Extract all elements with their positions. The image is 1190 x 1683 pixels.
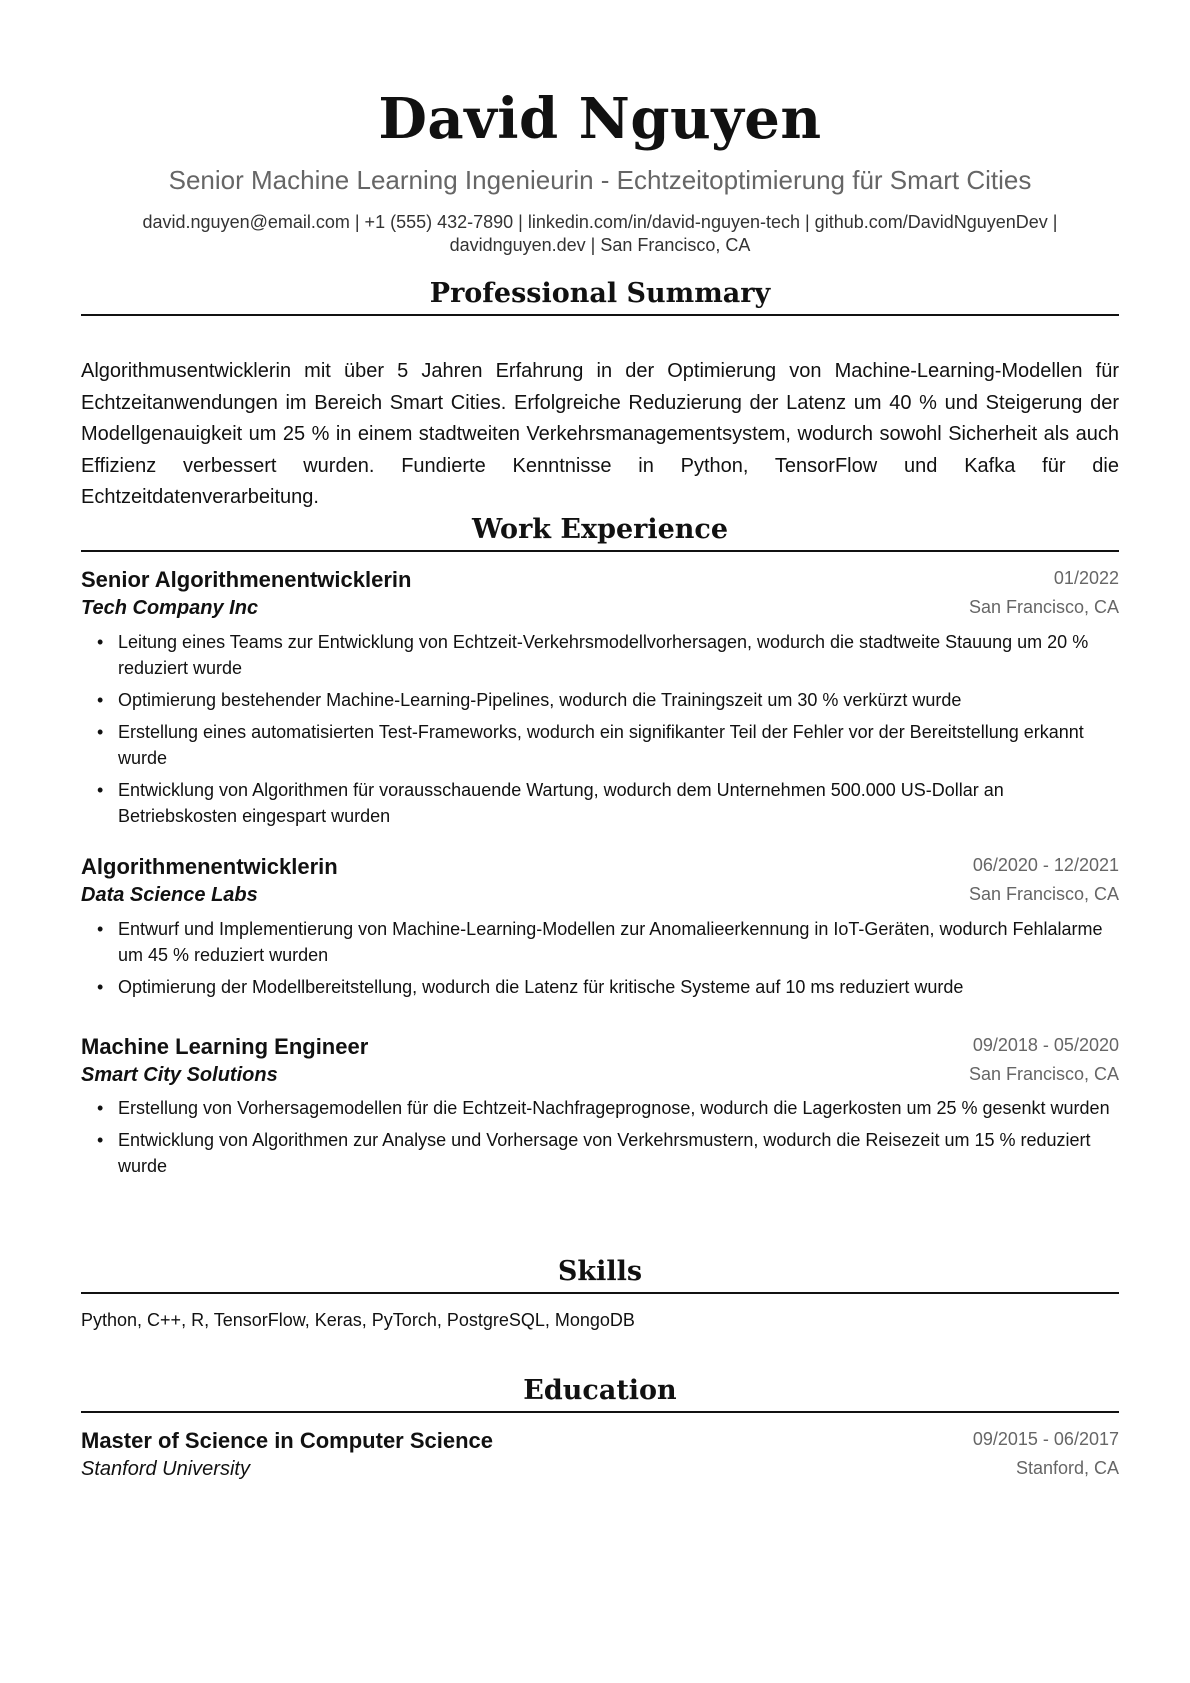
list-item: • Entwicklung von Algorithmen zur Analyse und Vorhersage von Verkehrsmustern, wodurch die Reisezeit um 15 % reduziert wurde	[81, 1127, 1119, 1179]
contact-info	[81, 211, 1119, 257]
section-divider	[81, 550, 1119, 552]
education-school: Stanford University	[81, 1458, 250, 1480]
job-location: San Francisco, CA	[968, 1064, 1119, 1084]
contact-line-2: davidnguyen.dev | San Francisco, CA	[449, 235, 751, 255]
job-date: 01/2022	[1053, 568, 1119, 588]
bullet-icon: •	[97, 780, 104, 800]
bullet-icon: •	[97, 1098, 104, 1118]
skills-list: Python, C++, R, TensorFlow, Keras, PyTorch, PostgreSQL, MongoDB	[81, 1310, 635, 1330]
education-date: 09/2015 - 06/2017	[972, 1429, 1119, 1449]
list-item: • Entwicklung von Algorithmen für vorausschauende Wartung, wodurch dem Unternehmen 500.000 US-Dollar an Betriebskosten eingespart wurden	[81, 777, 1119, 829]
section-heading-experience: Work Experience	[471, 514, 729, 545]
job-bullets	[81, 1095, 1119, 1185]
job-date: 09/2018 - 05/2020	[972, 1035, 1119, 1055]
job-location: San Francisco, CA	[968, 884, 1119, 904]
job-bullets	[81, 916, 1119, 1006]
candidate-name: David Nguyen	[378, 86, 822, 152]
job-date: 06/2020 - 12/2021	[972, 855, 1119, 875]
job-company: Data Science Labs	[81, 884, 258, 906]
education-degree: Master of Science in Computer Science	[81, 1428, 494, 1453]
section-divider	[81, 1292, 1119, 1294]
bullet-icon: •	[97, 690, 104, 710]
list-item: • Erstellung eines automatisierten Test-Frameworks, wodurch ein signifikanter Teil der Fehler vor der Bereitstellung erkannt wurde	[81, 719, 1119, 771]
bullet-icon: •	[97, 632, 104, 652]
list-item: • Optimierung bestehender Machine-Learning-Pipelines, wodurch die Trainingszeit um 30 % verkürzt wurde	[81, 687, 1119, 713]
section-divider	[81, 314, 1119, 316]
bullet-icon: •	[97, 722, 104, 742]
list-item: • Erstellung von Vorhersagemodellen für die Echtzeit-Nachfrageprognose, wodurch die Lagerkosten um 25 % gesenkt wurden	[81, 1095, 1119, 1121]
job-location: San Francisco, CA	[968, 597, 1119, 617]
section-divider	[81, 1411, 1119, 1413]
job-title: Machine Learning Engineer	[81, 1034, 369, 1059]
section-heading-summary: Professional Summary	[429, 278, 771, 309]
contact-line-1: david.nguyen@email.com | +1 (555) 432-7890 | linkedin.com/in/david-nguyen-tech | github.com/DavidNguyenDev |	[142, 212, 1058, 232]
summary-text: Algorithmusentwicklerin mit über 5 Jahren Erfahrung in der Optimierung von Machine-Learning-Modellen für Echtzeitanwendungen im Bereich Smart Cities. Erfolgreiche Reduzierung der Latenz um 40 % und Steigerung der Modellgenauigkeit um 25 % in einem stadtweiten Verkehrsmanagementsystem, wodurch sowohl Sicherheit als auch Effizienz verbessert wurden. Fundierte Kenntnisse in Python, TensorFlow und Kafka für die Echtzeitdatenverarbeitung.	[81, 360, 1119, 508]
job-title: Senior Algorithmenentwicklerin	[81, 567, 412, 592]
job-company: Tech Company Inc	[81, 597, 259, 619]
job-company: Smart City Solutions	[81, 1064, 278, 1086]
list-item: • Optimierung der Modellbereitstellung, wodurch die Latenz für kritische Systeme auf 10 ms reduziert wurde	[81, 974, 1119, 1000]
education-location: Stanford, CA	[1015, 1458, 1119, 1478]
job-title: Algorithmenentwicklerin	[81, 854, 338, 879]
bullet-icon: •	[97, 919, 104, 939]
list-item: • Leitung eines Teams zur Entwicklung von Echtzeit-Verkehrsmodellvorhersagen, wodurch die stadtweite Stauung um 20 % reduziert wurde	[81, 629, 1119, 681]
list-item: • Entwurf und Implementierung von Machine-Learning-Modellen zur Anomalieerkennung in IoT-Geräten, wodurch Fehlalarme um 45 % reduziert wurden	[81, 916, 1119, 968]
section-heading-education: Education	[523, 1375, 677, 1406]
bullet-icon: •	[97, 1130, 104, 1150]
section-heading-skills: Skills	[557, 1256, 643, 1287]
candidate-headline: Senior Machine Learning Ingenieurin - Echtzeitoptimierung für Smart Cities	[168, 165, 1032, 195]
bullet-icon: •	[97, 977, 104, 997]
job-bullets	[81, 629, 1119, 835]
